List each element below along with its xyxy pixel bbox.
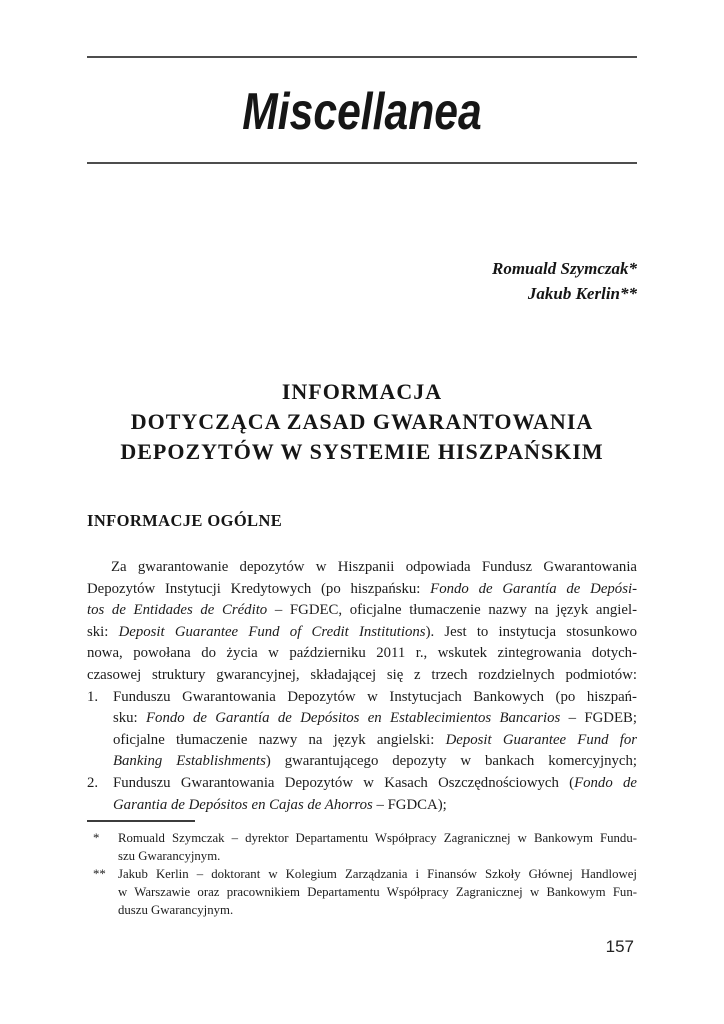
text-segment: Funduszu Gwarantowania Depozytów w Kasach Oszczędnościowych ( <box>113 774 575 791</box>
text-line <box>87 643 637 665</box>
text-line <box>87 730 637 752</box>
footnote-rule <box>87 820 195 822</box>
list-item-marker: 2. <box>87 774 99 791</box>
header-rule-bottom <box>87 162 637 164</box>
text-segment: w Warszawie oraz pracownikiem Departamentu Współpracy Zagranicznej w Bankowym Fun- <box>118 885 637 899</box>
text-line <box>87 751 637 773</box>
text-segment: czasowej struktury gwarancyjnej, składającej się z trzech rozdzielnych podmiotów: <box>87 666 637 683</box>
section-heading: INFORMACJE OGÓLNE <box>87 511 283 530</box>
text-segment: Banking Establishments <box>113 753 266 770</box>
text-segment: – FGDCA); <box>372 796 447 813</box>
text-line <box>87 622 637 644</box>
text-segment: ) gwarantującego depozyty w bankach komercyjnych; <box>265 753 637 770</box>
text-segment: Fondo de Garantía de Depósi- <box>430 580 637 597</box>
text-line <box>118 883 637 901</box>
text-line <box>118 901 637 919</box>
text-segment: duszu Gwarancyjnym. <box>118 903 234 917</box>
author-footnote-marker: ** <box>620 284 637 303</box>
text-segment: Funduszu Gwarantowania Depozytów w Instytucjach Bankowych (po hiszpań- <box>113 688 637 705</box>
text-line <box>87 665 637 687</box>
article-title <box>60 377 664 467</box>
article-title-line: DEPOZYTÓW W SYSTEMIE HISZPAŃSKIM <box>120 439 604 464</box>
author-name: Romuald Szymczak <box>492 259 629 278</box>
text-segment: ). Jest to instytucja stosunkowo <box>425 623 637 640</box>
footnote <box>87 829 637 865</box>
article-title-line: DOTYCZĄCA ZASAD GWARANTOWANIA <box>130 409 594 434</box>
text-line <box>118 847 637 865</box>
text-line <box>87 773 637 795</box>
header-rule-top <box>87 56 637 58</box>
author-line <box>492 281 637 306</box>
text-segment: Deposit Guarantee Fund of Credit Institutions <box>118 623 426 640</box>
author-footnote-marker: * <box>628 259 637 278</box>
text-line <box>87 795 637 817</box>
footnote-marker: ** <box>93 867 106 881</box>
text-segment: oficjalne tłumaczenie nazwy na język angielski: <box>113 731 446 748</box>
list-item-marker: 1. <box>87 688 99 705</box>
footnote-marker: * <box>93 831 100 845</box>
text-segment: Deposit Guarantee Fund for <box>445 731 638 748</box>
article-title-line: INFORMACJA <box>281 379 443 404</box>
text-line <box>87 687 637 709</box>
text-segment: nowa, powołana do życia w październiku 2011 r., wskutek zintegrowania dotych- <box>87 645 637 662</box>
text-segment: Garantia de Depósitos en Cajas de Ahorros <box>113 796 373 813</box>
text-segment: Fondo de Garantía de Depósitos en Establecimientos Bancarios <box>146 710 561 727</box>
text-line <box>87 579 637 601</box>
journal-section-title <box>0 82 724 142</box>
page-number: 157 <box>605 937 634 956</box>
text-segment: – FGDEC, oficjalne tłumaczenie nazwy na język angiel- <box>267 602 637 619</box>
journal-section-title-text: Miscellanea <box>242 83 482 141</box>
author-line <box>492 256 637 281</box>
text-line <box>118 865 637 883</box>
body-text <box>87 557 637 816</box>
author-name: Jakub Kerlin <box>527 284 620 303</box>
footnotes-block <box>87 829 637 919</box>
text-segment: Za gwarantowanie depozytów w Hiszpanii odpowiada Fundusz Gwarantowania <box>111 559 637 575</box>
text-line <box>87 600 637 622</box>
text-segment: tos de Entidades de Crédito <box>87 602 268 619</box>
text-segment: Depozytów Instytucji Kredytowych (po hiszpańsku: <box>87 580 431 597</box>
text-segment: ski: <box>87 623 119 640</box>
text-line <box>118 829 637 847</box>
text-segment: Romuald Szymczak – dyrektor Departamentu Współpracy Zagranicznej w Bankowym Fundu- <box>118 831 637 845</box>
text-segment: Fondo de <box>574 774 637 791</box>
authors-block <box>492 256 637 306</box>
text-line <box>87 557 637 579</box>
footnote <box>87 865 637 919</box>
text-segment: sku: <box>113 710 147 727</box>
text-segment: – FGDEB; <box>560 710 637 727</box>
text-line <box>87 708 637 730</box>
text-segment: szu Gwarancyjnym. <box>118 849 221 863</box>
text-segment: Jakub Kerlin – doktorant w Kolegium Zarządzania i Finansów Szkoły Głównej Handlowej <box>118 867 637 881</box>
